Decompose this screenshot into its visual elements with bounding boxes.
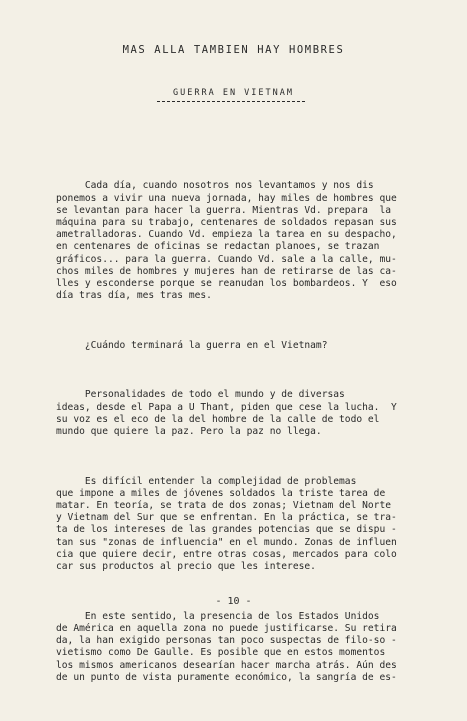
paragraph-4: Es difícil entender la complejidad de problemas que impone a miles de jóvenes soldados la triste tarea de matar. En teoría, se trata de dos zonas; Vietnam del Norte y Vietnam del Sur que se enfrentan. En la práctica, se tra- ta de los intereses de las grandes potencias que se dispu - tan sus "zonas de influencia" en el mundo. Zonas de influen cia que quiere decir, entre otras cosas, mercados para colo car sus productos al precio que les interese. xyxy=(56,475,397,573)
document-subtitle: GUERRA EN VIETNAM xyxy=(173,88,294,98)
body-text xyxy=(56,156,420,721)
paragraph-5: En este sentido, la presencia de los Estados Unidos de América en aquella zona no puede justificarse. Su retira da, la han exigido personas tan poco suspectas de filo-so - vietismo como De Gaulle. Es posible que en estos momentos los mismos americanos desearían hacer marcha atrás. Aún des de un punto de vista puramente económico, la sangría de es- xyxy=(56,610,397,683)
page-number: - 10 - xyxy=(215,596,252,607)
document-title: MAS ALLA TAMBIEN HAY HOMBRES xyxy=(122,44,345,56)
paragraph-3: Personalidades de todo el mundo y de diversas ideas, desde el Papa a U Thant, piden que cese la lucha. Y su voz es el eco de la del hombre de la calle de todo el mundo que quiere la paz. Pero la paz no llega. xyxy=(56,389,397,438)
paragraph-2: ¿Cuándo terminará la guerra en el Vietnam? xyxy=(56,339,328,351)
subtitle-underline xyxy=(157,101,305,102)
paragraph-1: Cada día, cuando nosotros nos levantamos y nos dis ponemos a vivir una nueva jornada, hay miles de hombres que se levantan para hacer la guerra. Mientras Vd. prepara la máquina para su trabajo, centenares de soldados repasan sus ametralladoras. Cuando Vd. empieza la tarea en su despacho, en centenares de oficinas se redactan planoes, se trazan gráficos... para la guerra. Cuando Vd. sale a la calle, mu- chos miles de hombres y mujeres han de retirarse de las ca- lles y esconderse porque se reanudan los bombardeos. Y eso día tras día, mes tras mes. xyxy=(56,180,397,302)
